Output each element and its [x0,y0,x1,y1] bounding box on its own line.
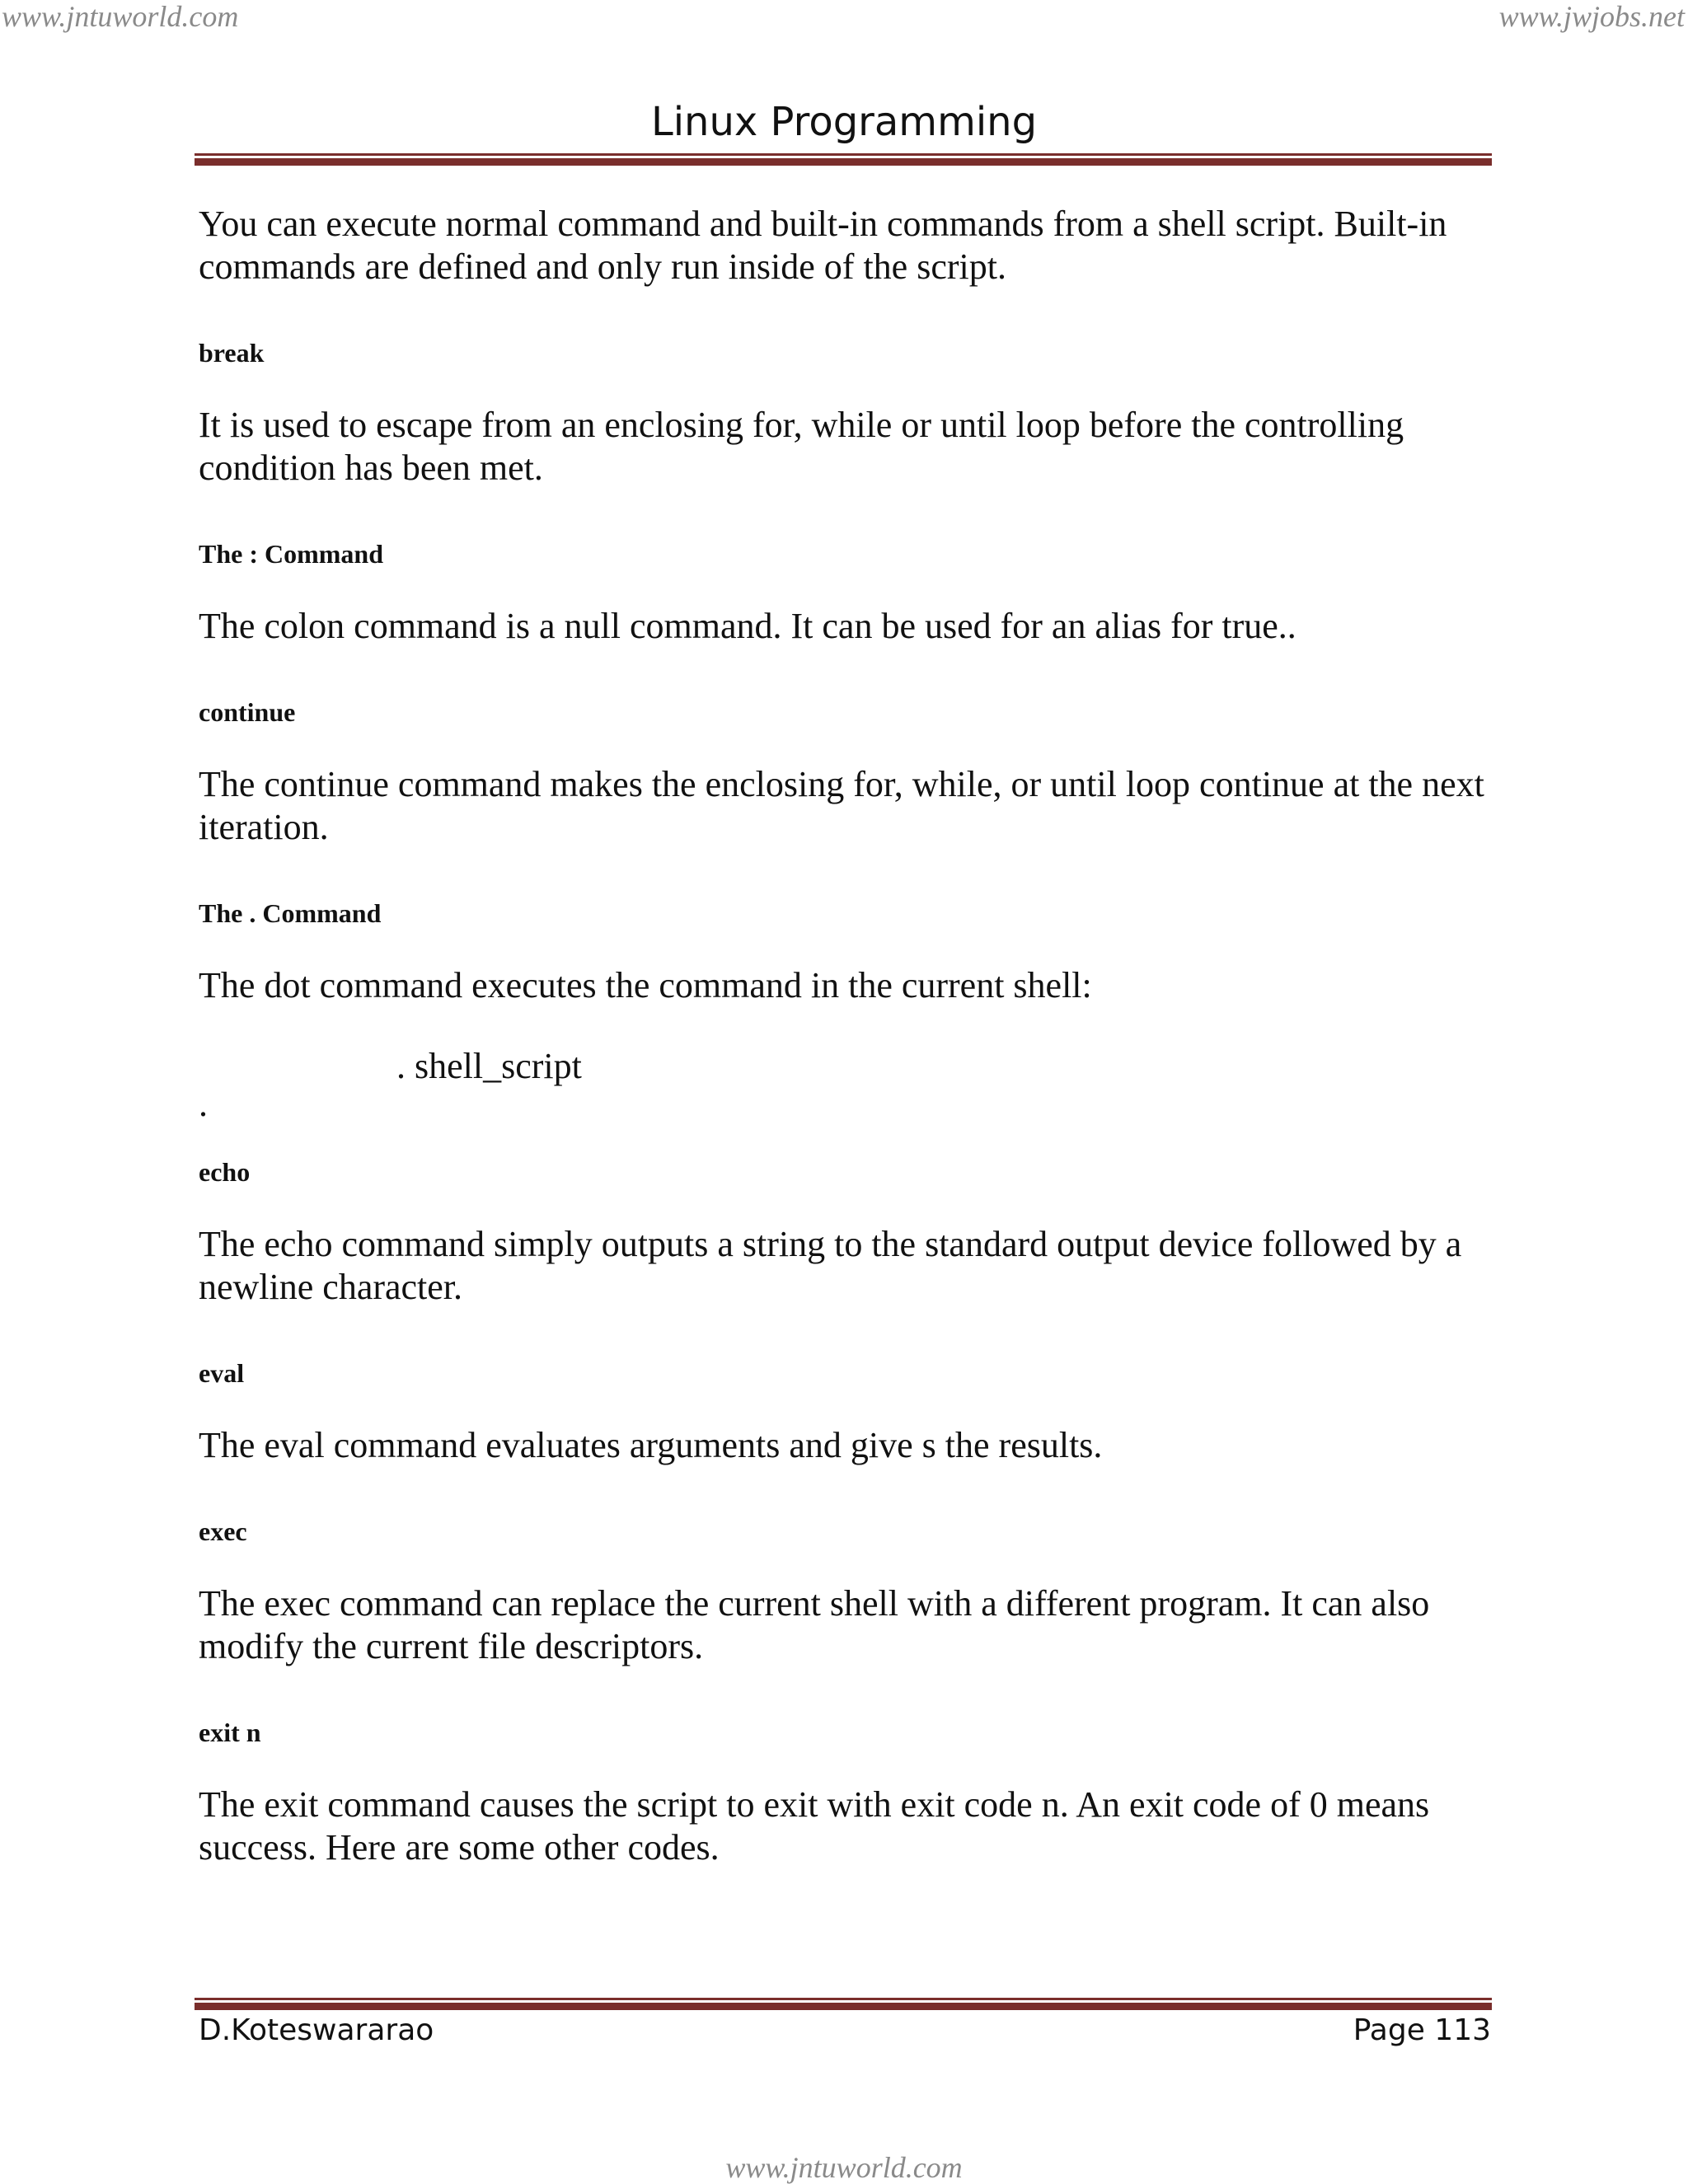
section-text-dot-command: The dot command executes the command in the current shell: [199,965,1092,1005]
section-heading-eval: eval [199,1358,245,1388]
section-heading-break: break [199,338,265,368]
watermark-bottom: www.jntuworld.com [725,2151,963,2184]
section-text-exit: The exit command causes the script to exit with exit code n. An exit code of 0 means success. Here are some other codes. [199,1784,1430,1868]
footer-page-number: Page 113 [1353,2013,1491,2047]
section-heading-continue: continue [199,697,296,727]
section-text-break: It is used to escape from an enclosing for, while or until loop before the controlling condition has been met. [199,405,1404,488]
section-text-eval: The eval command evaluates arguments and give s the results. [199,1425,1103,1465]
section-heading-echo: echo [199,1157,251,1187]
intro-paragraph: You can execute normal command and built-in commands from a shell script. Built-in commands are defined and only run inside of the script. [199,204,1447,287]
page-content [199,203,1493,1869]
section-heading-exec: exec [199,1516,247,1546]
watermark-top-left: www.jntuworld.com [2,0,239,33]
section-text-continue: The continue command makes the enclosing for, while, or until loop continue at the next iteration. [199,764,1484,847]
section-text-echo: The echo command simply outputs a string to the standard output device followed by a newline character. [199,1224,1462,1307]
code-example-shell-script: . shell_script [396,1046,582,1086]
watermark-top-right: www.jwjobs.net [1498,0,1685,33]
section-heading-dot-command: The . Command [199,898,382,928]
page-header-title: Linux Programming [650,99,1038,145]
section-heading-colon-command: The : Command [199,539,384,569]
section-text-colon-command: The colon command is a null command. It can be used for an alias for true.. [199,606,1296,646]
header-rule [195,153,1492,166]
footer-author: D.Koteswararao [199,2013,434,2047]
section-text-exec: The exec command can replace the current shell with a different program. It can also modify the current file descriptors. [199,1583,1430,1666]
footer-rule [195,1998,1492,2010]
section-heading-exit: exit n [199,1718,261,1747]
trailing-dot: . [199,1084,208,1124]
